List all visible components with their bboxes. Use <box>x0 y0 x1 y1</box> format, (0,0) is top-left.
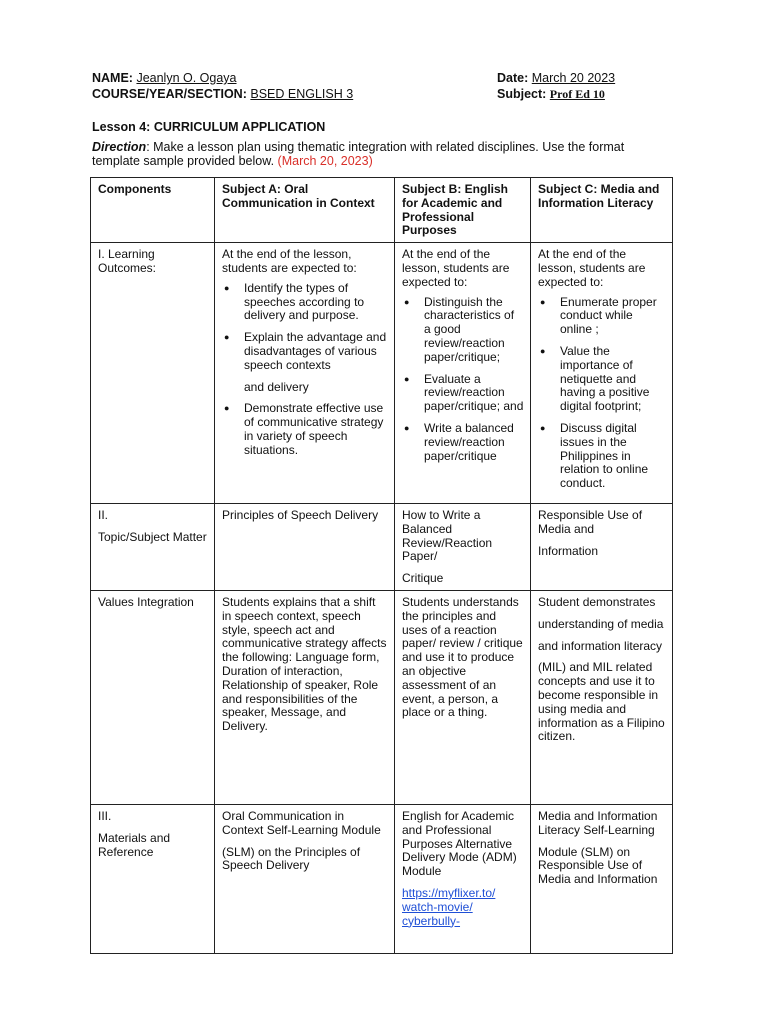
learning-outcomes-a <box>215 243 395 504</box>
table-header-row <box>91 178 673 243</box>
table-row-materials <box>91 804 673 953</box>
course-line <box>92 86 353 102</box>
course-label: COURSE/YEAR/SECTION: <box>92 87 247 101</box>
lo-a-list <box>222 282 388 458</box>
name-value: Jeanlyn O. Ogaya <box>136 71 237 85</box>
header-subject-c: Subject C: Media and Information Literacy <box>531 178 673 243</box>
list-item: ● Identify the types of speeches according to delivery and purpose. <box>222 282 388 323</box>
list-item: ● Demonstrate effective use of communicative strategy in variety of speech situations. <box>222 402 388 457</box>
subject-line <box>497 86 615 102</box>
list-item: ● Distinguish the characteristics of a good review/reaction paper/critique; <box>402 296 524 365</box>
student-info <box>92 70 353 102</box>
list-item: ● Value the importance of netiquette and having a positive digital footprint; <box>538 345 666 414</box>
direction-date-note: (March 20, 2023) <box>277 154 373 168</box>
values-b: Students understands the principles and uses of a reaction paper/ review / critique and use it to produce an objective assessment of an event, a person, a place or a thing. <box>395 590 531 804</box>
values-c-1: Student demonstrates <box>538 594 656 609</box>
list-item: ● Write a balanced review/reaction paper/critique <box>402 422 524 463</box>
list-item: ● Enumerate proper conduct while online ; <box>538 296 666 337</box>
topic-b-line2: Critique <box>402 571 444 586</box>
materials-c-2: Module (SLM) on Responsible Use of Media and Information <box>538 844 658 887</box>
materials-a <box>215 804 395 953</box>
learning-outcomes-component: I. Learning Outcomes: <box>91 243 215 504</box>
topic-component <box>91 503 215 590</box>
lesson-plan-table <box>90 177 673 954</box>
lo-a-extra: and delivery <box>244 379 309 394</box>
lo-b-list <box>402 296 524 464</box>
topic-num: II. <box>98 507 109 522</box>
date-value: March 20 2023 <box>531 71 616 85</box>
topic-c-line1: Responsible Use of Media and <box>538 507 643 536</box>
table-row-learning-outcomes <box>91 243 673 504</box>
direction-text: : Make a lesson plan using thematic integration with related disciplines. Use the format template sample provided below. <box>92 140 625 168</box>
lesson-title: Lesson 4: CURRICULUM APPLICATION <box>92 120 326 134</box>
course-value: BSED ENGLISH 3 <box>250 87 354 101</box>
name-line <box>92 70 353 86</box>
values-c-2: understanding of media <box>538 616 664 631</box>
header-subject-b: Subject B: English for Academic and Professional Purposes <box>395 178 531 243</box>
direction-label: Direction <box>92 140 147 154</box>
values-c <box>531 590 673 804</box>
lo-c-list <box>538 296 666 491</box>
topic-b <box>395 503 531 590</box>
header-components: Components <box>91 178 215 243</box>
materials-c <box>531 804 673 953</box>
materials-c-1: Media and Information Literacy Self-Learning <box>538 808 658 837</box>
lo-b-intro: At the end of the lesson, students are expected to: <box>402 247 510 289</box>
date-label: Date: <box>497 71 529 85</box>
materials-b-1: English for Academic and Professional Purposes Alternative Delivery Mode (ADM) Module <box>402 808 517 879</box>
learning-outcomes-b <box>395 243 531 504</box>
materials-num: III. <box>98 808 112 823</box>
materials-component <box>91 804 215 953</box>
topic-label: Topic/Subject Matter <box>98 529 207 544</box>
learning-outcomes-c <box>531 243 673 504</box>
table-row-topic <box>91 503 673 590</box>
list-item: ● Evaluate a review/reaction paper/critique; and <box>402 373 524 414</box>
materials-label: Materials and Reference <box>98 830 171 859</box>
header-subject-a: Subject A: Oral Communication in Context <box>215 178 395 243</box>
date-subject-info <box>497 70 615 102</box>
topic-b-line1: How to Write a Balanced Review/Reaction Paper/ <box>402 507 493 564</box>
subject-value: Prof Ed 10 <box>549 87 605 101</box>
subject-label: Subject: <box>497 87 547 101</box>
lo-a-item-2: Explain the advantage and disadvantages of various speech contexts <box>244 330 387 372</box>
values-component: Values Integration <box>91 590 215 804</box>
date-line <box>497 70 615 86</box>
list-item: ● Discuss digital issues in the Philippines in relation to online conduct. <box>538 422 666 491</box>
topic-c <box>531 503 673 590</box>
materials-b-link[interactable]: https://myflixer.to/ watch-movie/ cyberbully- <box>402 885 496 928</box>
materials-a-1: Oral Communication in Context Self-Learning Module <box>222 808 381 837</box>
topic-a: Principles of Speech Delivery <box>215 503 395 590</box>
values-c-4: (MIL) and MIL related concepts and use it to become responsible in using media and information as a Filipino citizen. <box>538 660 665 744</box>
table-row-values <box>91 590 673 804</box>
values-a: Students explains that a shift in speech context, speech style, speech act and communicative strategy affects the following: Language form, Duration of interaction, Relationship of speaker, Role and responsibilities of the speaker, Message, and Delivery. <box>215 590 395 804</box>
lo-c-intro: At the end of the lesson, students are expected to: <box>538 247 646 289</box>
topic-c-line2: Information <box>538 543 599 558</box>
values-c-3: and information literacy <box>538 638 663 653</box>
direction-paragraph <box>92 140 652 168</box>
list-item <box>222 331 388 394</box>
materials-a-2: (SLM) on the Principles of Speech Delivery <box>222 844 361 873</box>
lo-a-intro: At the end of the lesson, students are expected to: <box>222 247 357 275</box>
name-label: NAME: <box>92 71 133 85</box>
materials-b <box>395 804 531 953</box>
